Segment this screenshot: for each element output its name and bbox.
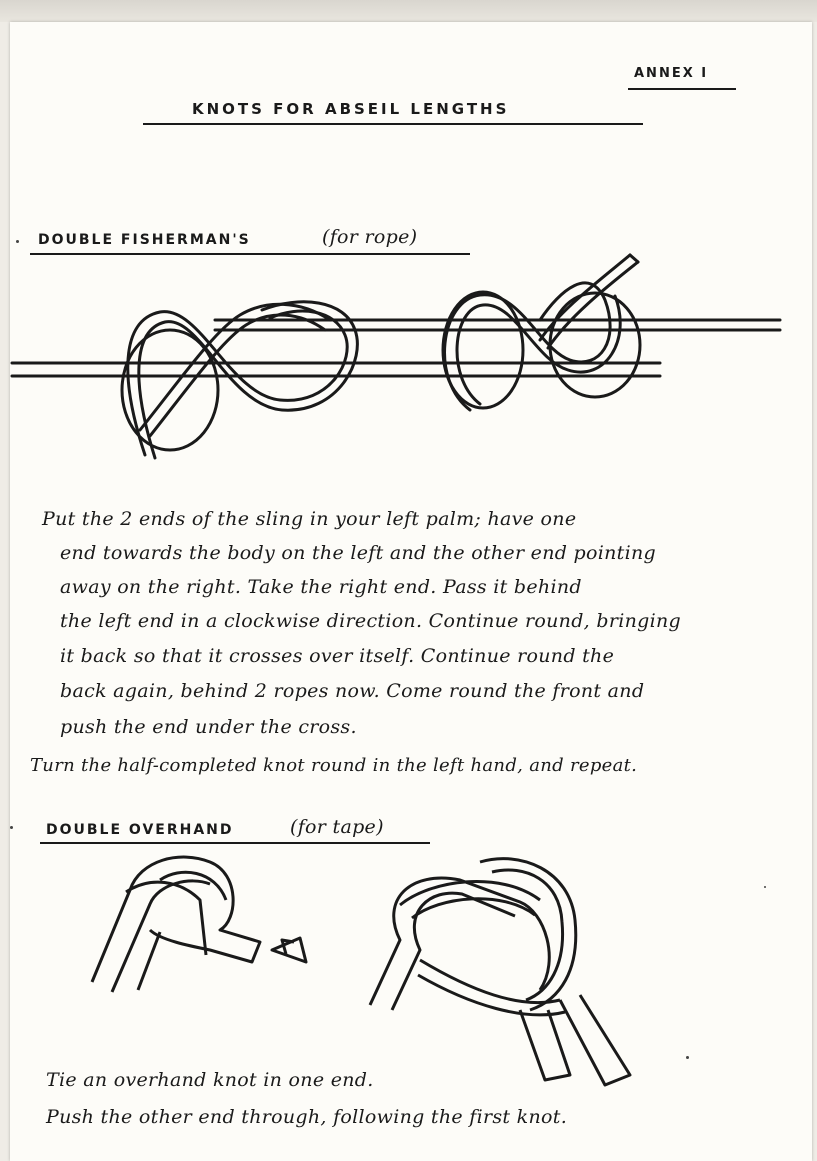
fisherman-line-8: Turn the half-completed knot round in the left hand, and repeat. <box>30 755 638 776</box>
fisherman-line-7: push the end under the cross. <box>60 716 357 738</box>
fisherman-line-1: Put the 2 ends of the sling in your left palm; have one <box>42 508 577 530</box>
scan-top-edge <box>0 0 817 22</box>
margin-mark <box>16 240 19 243</box>
fisherman-heading: DOUBLE FISHERMAN'S <box>38 232 251 248</box>
overhand-line-2: Push the other end through, following the first knot. <box>46 1106 568 1128</box>
overhand-line-1: Tie an overhand knot in one end. <box>46 1069 374 1091</box>
overhand-heading-underline <box>40 842 430 844</box>
fisherman-line-2: end towards the body on the left and the other end pointing <box>60 542 656 564</box>
overhand-heading: DOUBLE OVERHAND <box>46 822 234 838</box>
fisherman-line-5: it back so that it crosses over itself. Continue round the <box>60 645 615 667</box>
fisherman-line-3: away on the right. Take the right end. Pass it behind <box>60 576 582 598</box>
page-title: KNOTS FOR ABSEIL LENGTHS <box>192 100 510 118</box>
annex-underline <box>628 88 736 90</box>
fisherman-heading-note: (for rope) <box>322 226 418 248</box>
page-speck <box>686 1056 689 1059</box>
fisherman-line-6: back again, behind 2 ropes now. Come round the front and <box>60 680 645 702</box>
title-underline <box>143 123 643 125</box>
margin-mark-2 <box>10 826 13 829</box>
page-speck-2 <box>764 886 766 888</box>
fisherman-heading-underline <box>30 253 470 255</box>
overhand-heading-note: (for tape) <box>290 816 384 838</box>
annex-label: ANNEX I <box>634 66 709 81</box>
fisherman-line-4: the left end in a clockwise direction. Continue round, bringing <box>60 610 681 632</box>
